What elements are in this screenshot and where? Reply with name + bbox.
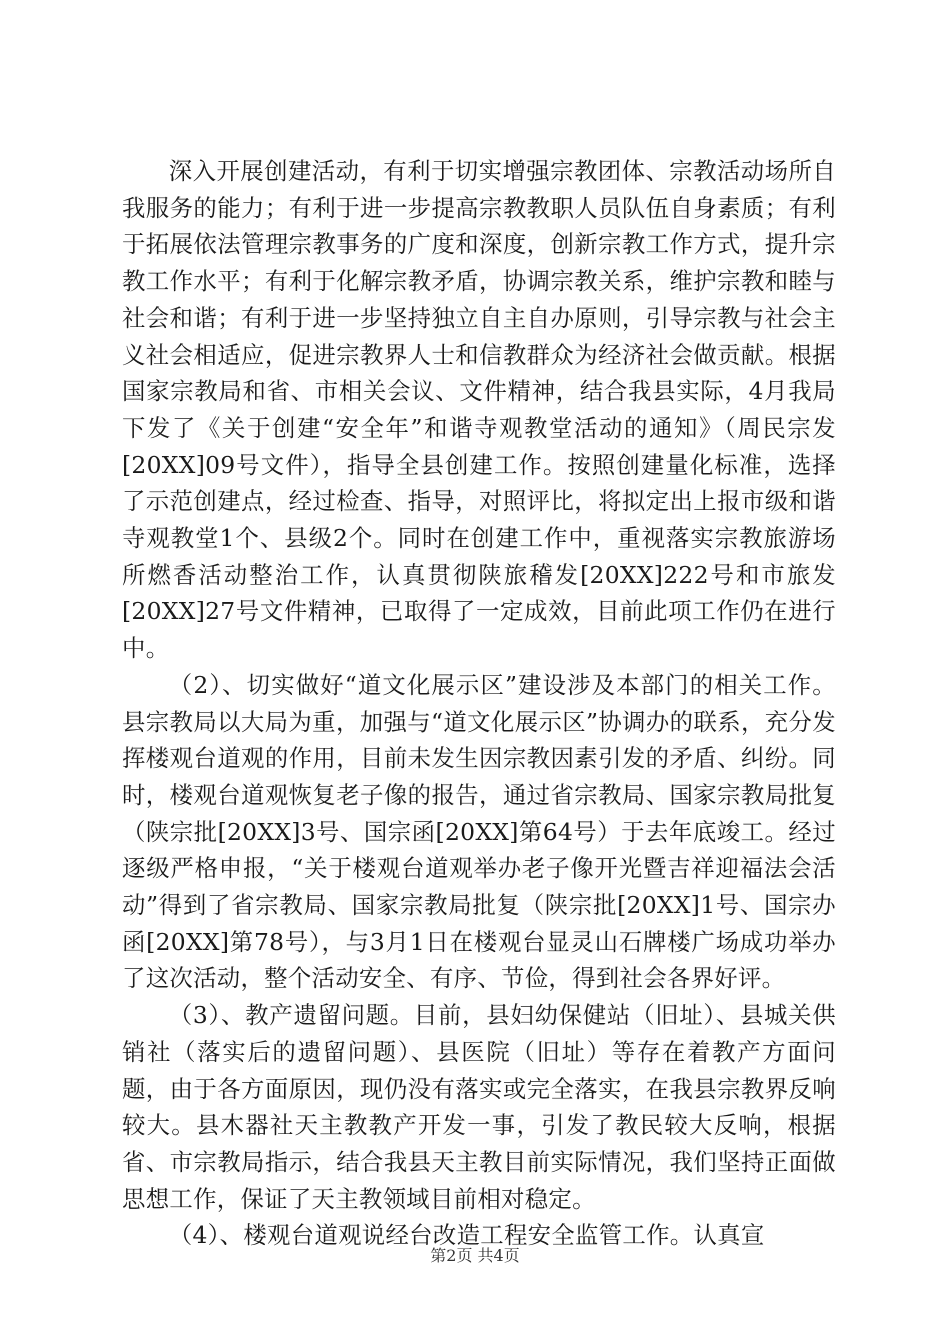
paragraph-2: （2）、切实做好“道文化展示区”建设涉及本部门的相关工作。县宗教局以大局为重，加强与“道文化展示区”协调办的联系，充分发挥楼观台道观的作用，目前未发生因宗教因素引发的矛盾、纠纷。同时，楼观台道观恢复老子像的报告，通过省宗教局、国家宗教局批复（陕宗批[20XX]3号、国宗函[20XX]第64号）于去年底竣工。经过逐级严格申报，“关于楼观台道观举办老子像开光暨吉祥迎福法会活动”得到了省宗教局、国家宗教局批复（陕宗批[20XX]1号、国宗办函[20XX]第78号），与3月1日在楼观台显灵山石牌楼广场成功举办了这次活动，整个活动安全、有序、节俭，得到社会各界好评。 (122, 670, 836, 993)
page-number-footer: 第2页 共4页 (430, 1246, 520, 1265)
paragraph-1: 深入开展创建活动，有利于切实增强宗教团体、宗教活动场所自我服务的能力；有利于进一步提高宗教教职人员队伍自身素质；有利于拓展依法管理宗教事务的广度和深度，创新宗教工作方式，提升宗教工作水平；有利于化解宗教矛盾，协调宗教关系，维护宗教和睦与社会和谐；有利于进一步坚持独立自主自办原则，引导宗教与社会主义社会相适应，促进宗教界人士和信教群众为经济社会做贡献。根据国家宗教局和省、市相关会议、文件精神，结合我县实际，4月我局下发了《关于创建“安全年”和谐寺观教堂活动的通知》（周民宗发[20XX]09号文件），指导全县创建工作。按照创建量化标准，选择了示范创建点，经过检查、指导，对照评比，将拟定出上报市级和谐寺观教堂1个、县级2个。同时在创建工作中，重视落实宗教旅游场所燃香活动整治工作，认真贯彻陕旅稽发[20XX]222号和市旅发[20XX]27号文件精神，已取得了一定成效，目前此项工作仍在进行中。 (122, 157, 836, 663)
paragraph-3: （3）、教产遗留问题。目前，县妇幼保健站（旧址）、县城关供销社（落实后的遗留问题）、县医院（旧址）等存在着教产方面问题，由于各方面原因，现仍没有落实或完全落实，在我县宗教界反响较大。县木器社天主教教产开发一事，引发了教民较大反响，根据省、市宗教局指示，结合我县天主教目前实际情况，我们坚持正面做思想工作，保证了天主教领域目前相对稳定。 (122, 1001, 836, 1213)
document-body (122, 153, 836, 1254)
paragraph-4: （4）、楼观台道观说经台改造工程安全监管工作。认真宣 (168, 1221, 765, 1250)
